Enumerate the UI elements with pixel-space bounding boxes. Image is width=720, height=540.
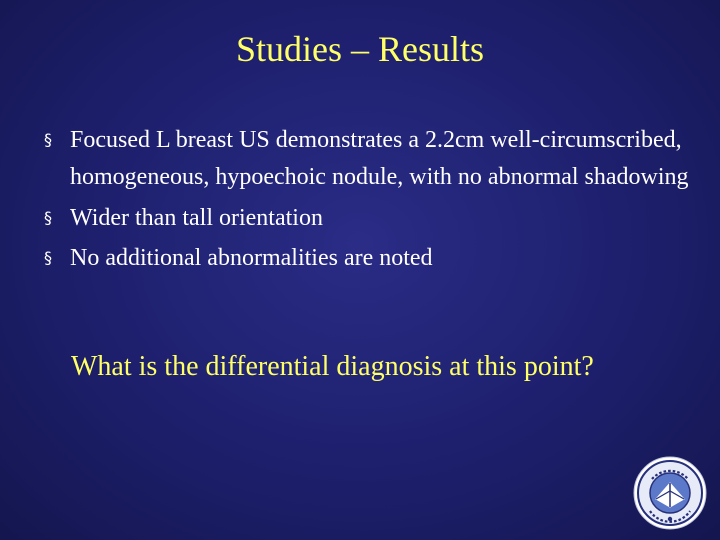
bullet-item — [44, 200, 704, 236]
question-text: What is the differential diagnosis at this point? — [71, 351, 594, 382]
association-seal-icon — [632, 455, 708, 531]
bullet-marker: § — [44, 208, 52, 227]
bullet-text: Focused L breast US demonstrates a 2.2cm well-circumscribed, homogeneous, hypoechoic nodule, with no abnormal shadowing — [70, 127, 689, 190]
bullet-list — [44, 122, 704, 280]
bullet-text: Wider than tall orientation — [70, 205, 323, 231]
bullet-marker: § — [44, 130, 52, 149]
slide-title: Studies – Results — [235, 29, 485, 69]
bullet-item — [44, 240, 704, 276]
bullet-item — [44, 122, 704, 196]
bullet-text: No additional abnormalities are noted — [70, 245, 433, 271]
bullet-marker: § — [44, 248, 52, 267]
